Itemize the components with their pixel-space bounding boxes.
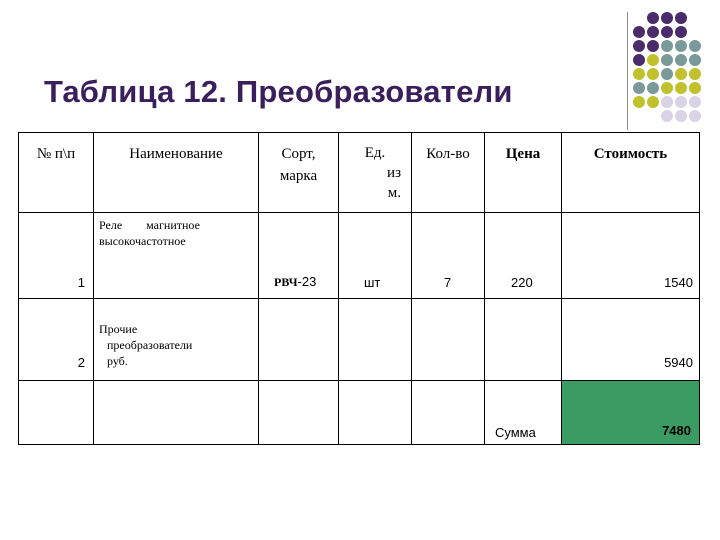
- row1-price-cell: 220: [485, 213, 562, 299]
- header-cell-sort: Сорт, марка: [259, 133, 339, 213]
- total-empty-cell: [19, 381, 94, 445]
- decorative-dot: [647, 12, 659, 24]
- decorative-dot: [633, 26, 645, 38]
- decorative-dot: [675, 54, 687, 66]
- decorative-dot: [647, 26, 659, 38]
- decorative-dot: [689, 40, 701, 52]
- decorative-dot: [661, 110, 673, 122]
- row2-unit-cell: [339, 299, 412, 381]
- header-cell-quantity: Кол-во: [412, 133, 485, 213]
- decorative-dot: [633, 82, 645, 94]
- row2-price-cell: [485, 299, 562, 381]
- total-empty-cell: [94, 381, 259, 445]
- decorative-dot: [689, 110, 701, 122]
- row2-quantity-cell: [412, 299, 485, 381]
- decorative-dot: [689, 82, 701, 94]
- decorative-dot: [661, 96, 673, 108]
- header-cell-number: № п\п: [19, 133, 94, 213]
- decorative-dot: [675, 96, 687, 108]
- row2-number-cell: 2: [19, 299, 94, 381]
- row2-sort-cell: [259, 299, 339, 381]
- decorative-dot: [633, 54, 645, 66]
- total-empty-cell: [259, 381, 339, 445]
- slide-title: Таблица 12. Преобразователи: [44, 74, 513, 109]
- decorative-dot: [661, 82, 673, 94]
- decorative-dot: [647, 96, 659, 108]
- row2-cost-cell: 5940: [562, 299, 700, 381]
- row2-name-cell: Прочие преобразователи руб.: [94, 299, 259, 381]
- decorative-dot: [675, 26, 687, 38]
- decorative-dot: [661, 68, 673, 80]
- decorative-dot: [661, 12, 673, 24]
- decorative-dot: [661, 54, 673, 66]
- decorative-dot: [675, 82, 687, 94]
- decorative-dot: [661, 40, 673, 52]
- row1-number-cell: 1: [19, 213, 94, 299]
- decorative-dot: [675, 110, 687, 122]
- converters-table: [18, 132, 700, 445]
- decorative-dot: [689, 68, 701, 80]
- decorative-dot: [675, 12, 687, 24]
- table-row: [19, 213, 700, 299]
- decorative-dot: [689, 54, 701, 66]
- decorative-dot: [633, 40, 645, 52]
- decorative-dot: [661, 26, 673, 38]
- decorative-dot: [647, 54, 659, 66]
- total-value-cell: 7480: [562, 381, 700, 445]
- row1-sort-cell: РВЧ-23: [259, 213, 339, 299]
- decorative-dot: [647, 68, 659, 80]
- decorative-divider-line: [627, 12, 628, 130]
- header-cell-unit: Ед. из м.: [339, 133, 412, 213]
- decorative-dot: [675, 40, 687, 52]
- decorative-dot: [647, 40, 659, 52]
- decorative-dot: [647, 82, 659, 94]
- row1-unit-cell: шт: [339, 213, 412, 299]
- total-empty-cell: [339, 381, 412, 445]
- header-cell-name: Наименование: [94, 133, 259, 213]
- row1-name-cell: Реле магнитное высокочастотное: [94, 213, 259, 299]
- total-empty-cell: [412, 381, 485, 445]
- decorative-dot: [633, 68, 645, 80]
- table-row: [19, 299, 700, 381]
- row1-quantity-cell: 7: [412, 213, 485, 299]
- table-header-row: [19, 133, 700, 213]
- decorative-dot: [675, 68, 687, 80]
- total-label-cell: Сумма: [485, 381, 562, 445]
- row1-cost-cell: 1540: [562, 213, 700, 299]
- table-total-row: [19, 381, 700, 445]
- decorative-dot: [633, 96, 645, 108]
- header-cell-price: Цена: [485, 133, 562, 213]
- header-cell-cost: Стоимость: [562, 133, 700, 213]
- decorative-dot: [689, 96, 701, 108]
